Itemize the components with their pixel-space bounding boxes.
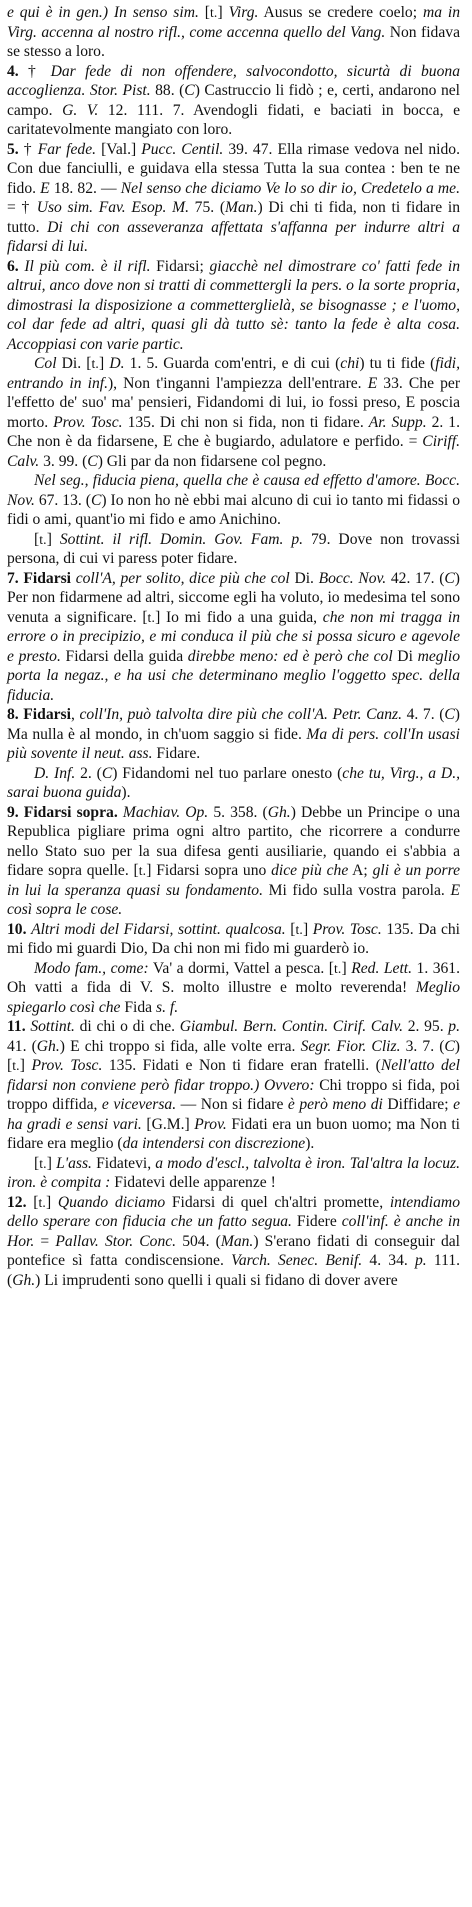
entry-paragraph bbox=[7, 803, 460, 920]
text-run: Diffidare; bbox=[382, 1096, 454, 1113]
text-run: 111. ( bbox=[7, 1252, 461, 1289]
text-run: Fidarsi della guida bbox=[60, 647, 188, 665]
italic-text: D. bbox=[109, 355, 125, 372]
small-caps-marker: t. bbox=[209, 5, 218, 20]
text-run: , bbox=[70, 706, 80, 723]
italic-text: Gh. bbox=[267, 803, 291, 821]
italic-text: Nel senso che diciamo Ve lo so dir io, Credetelo a me. bbox=[120, 179, 461, 197]
text-run: ) Per non fidarmene ad altri, siccome egli ha voluto, io medesima tel sono venuta a significare. [ bbox=[7, 569, 460, 626]
italic-text: è però meno di bbox=[287, 1096, 383, 1113]
text-run: Mi fido sulla vostra parola. bbox=[262, 881, 451, 899]
small-caps-marker: t. bbox=[138, 863, 147, 878]
text-run: A; bbox=[348, 862, 373, 879]
text-run: 5. 358. ( bbox=[208, 803, 268, 821]
italic-text: ma in Virg. accenna al nostro rifl., come accenna quello del Vang. bbox=[7, 4, 461, 41]
text-run: 88. ( bbox=[150, 82, 185, 99]
italic-text: Il più com. è il rifl. bbox=[24, 257, 151, 275]
entry-paragraph bbox=[7, 257, 460, 355]
italic-text: Segr. Fior. Cliz. bbox=[300, 1037, 401, 1055]
text-run: ] bbox=[46, 1154, 57, 1172]
italic-text: dice più che bbox=[271, 862, 349, 879]
italic-text: Ciriff. Calv. bbox=[7, 433, 460, 470]
text-run: 135. Di chi non si fida, non ti fidare. bbox=[122, 413, 369, 431]
italic-text: e viceversa. bbox=[101, 1096, 177, 1113]
text-run: = bbox=[34, 1232, 56, 1250]
bold-text: 12. bbox=[7, 1193, 27, 1211]
small-caps-marker: t. bbox=[39, 531, 47, 547]
text-run: ] Fidarsi sopra uno bbox=[146, 862, 272, 879]
bold-text: 4. bbox=[7, 62, 19, 80]
text-run: ] bbox=[46, 530, 60, 548]
entry-paragraph bbox=[7, 705, 460, 764]
italic-text: e qui è in gen.) bbox=[7, 4, 109, 21]
italic-text: coll'inf. è anche in Hor. bbox=[7, 1213, 460, 1250]
italic-text: C bbox=[87, 452, 98, 470]
text-run: ) Io non ho nè ebbi mai alcuno di cui io tanto mi fidassi o fidi o ami, quant'io mi fido e amo Anichino. bbox=[7, 491, 460, 528]
italic-text: p. bbox=[414, 1252, 427, 1269]
text-run: ) Fidandomi nel tuo parlare onesto ( bbox=[112, 764, 343, 782]
italic-text: Di chi con asseveranza affettata s'affanna per indurre altri a fidarsi di lui. bbox=[7, 218, 460, 255]
italic-text: Ma di pers. coll'In usasi più sovente il neut. ass. bbox=[7, 725, 460, 762]
text-run: ), Non t'inganni l'ampiezza dell'entrare. bbox=[107, 374, 368, 392]
text-run: ] bbox=[217, 4, 229, 21]
italic-text: Nel seg., fiducia piena, quella che è causa ed effetto d'amore. Bocc. Nov. bbox=[7, 472, 460, 509]
italic-text: G. V. bbox=[62, 101, 99, 119]
text-run: 75. ( bbox=[189, 199, 226, 216]
text-run: [ bbox=[34, 1154, 40, 1172]
text-run: ) Gli par da non fidarsene col pegno. bbox=[97, 452, 327, 470]
text-run: [ bbox=[26, 1193, 39, 1211]
italic-text: a modo d'escl., talvolta è iron. Tal'altra la locuz. iron. è compita : bbox=[7, 1154, 460, 1191]
text-run: 2. 95. bbox=[403, 1018, 449, 1035]
italic-text: C bbox=[444, 569, 455, 587]
text-run: 135. Fidati e Non ti fidare eran fratelli. ( bbox=[102, 1057, 381, 1074]
italic-text: Col bbox=[34, 355, 57, 372]
italic-text: Machiav. Op. bbox=[122, 803, 209, 821]
text-run: Chi troppo si fida, poi troppo diffida, bbox=[7, 1076, 460, 1113]
italic-text: direbbe meno: ed è però che col bbox=[187, 647, 393, 665]
italic-text: da intendersi con discrezione bbox=[122, 1135, 306, 1152]
italic-text: p. bbox=[448, 1018, 460, 1035]
text-run: † bbox=[18, 140, 38, 158]
bold-text: 10. bbox=[7, 920, 27, 938]
small-caps-marker: t. bbox=[91, 356, 100, 371]
text-run: 4. 34. bbox=[362, 1252, 415, 1269]
text-run: 3. 7. ( bbox=[400, 1037, 445, 1055]
text-run: ). bbox=[121, 784, 131, 801]
text-run: [Val.] bbox=[96, 140, 142, 158]
text-run: † bbox=[18, 62, 51, 80]
italic-text: Uso sim. Fav. Esop. M. bbox=[36, 199, 189, 216]
italic-text: Pucc. Centil. bbox=[141, 140, 224, 158]
text-run: 1. 361. Oh vatti a fida di V. S. molto illustre e molto reverenda! bbox=[7, 959, 461, 996]
text-run: Fidatevi, bbox=[91, 1154, 156, 1172]
entry-paragraph bbox=[7, 764, 460, 803]
entry-paragraph bbox=[7, 140, 460, 257]
italic-text: Far fede. bbox=[37, 140, 97, 158]
italic-text: Prov. Tosc. bbox=[312, 920, 382, 938]
text-run: [G.M.] bbox=[141, 1115, 195, 1133]
italic-text: gli è un porre in lui la speranza quasi su fondamento. bbox=[7, 862, 460, 899]
text-run: ) Li imprudenti sono quelli i quali si fidano di dover avere bbox=[35, 1271, 398, 1289]
text-run: ] bbox=[341, 959, 352, 977]
text-run: Va' a dormi, Vattel a pesca. [ bbox=[148, 959, 334, 977]
italic-text: Prov. Tosc. bbox=[53, 413, 123, 431]
italic-text: C bbox=[184, 82, 195, 99]
italic-text: C bbox=[101, 764, 113, 782]
bold-text: 6. bbox=[7, 257, 19, 275]
italic-text: C bbox=[444, 1037, 455, 1055]
italic-text: Giambul. Bern. Contin. Cirif. Calv. bbox=[179, 1018, 404, 1035]
text-run: [ bbox=[285, 920, 296, 938]
italic-text: Modo fam., come: bbox=[34, 959, 149, 977]
italic-text: Red. Lett. bbox=[351, 959, 413, 977]
italic-text: Sottint. il rifl. Domin. Gov. Fam. p. bbox=[59, 530, 304, 548]
entry-paragraph bbox=[7, 3, 460, 62]
italic-text: che non mi tragga in errore o in precipizio, e mi conduca il più che si possa sicuro e agevole e presto. bbox=[7, 608, 460, 665]
italic-text: intendiamo dello sperare con fiducia che un fatto segua. bbox=[7, 1193, 460, 1230]
entry-paragraph bbox=[7, 959, 460, 1018]
text-run: Di bbox=[392, 647, 418, 665]
text-run: 4. 7. ( bbox=[402, 706, 445, 723]
text-run: 1. 5. Guarda com'entri, e di cui ( bbox=[124, 355, 341, 372]
text-run: ) Di chi ti fida, non ti fidare in tutto. bbox=[7, 199, 460, 236]
bold-text: 8. Fidarsi bbox=[7, 706, 71, 723]
italic-text: Bocc. Nov. bbox=[318, 569, 387, 587]
italic-text: Gh. bbox=[36, 1037, 60, 1055]
text-run: Ausus se credere coelo; bbox=[258, 4, 423, 21]
italic-text: chi bbox=[340, 355, 360, 372]
text-run: Fidarsi di quel ch'altri promette, bbox=[165, 1193, 390, 1211]
text-run: 12. 111. 7. Avendogli fidati, e baciati in bocca, e caritatevolmente mangiato con loro. bbox=[7, 101, 460, 138]
text-run: Non fidava se stesso a loro. bbox=[7, 23, 460, 60]
entry-paragraph bbox=[7, 1017, 460, 1154]
italic-text: E bbox=[367, 374, 378, 392]
entry-paragraph bbox=[7, 569, 460, 706]
italic-text: Ar. Supp. bbox=[368, 413, 427, 431]
text-run: Fidere bbox=[291, 1213, 342, 1230]
italic-text: Meglio spiegarlo così che bbox=[7, 979, 460, 1016]
italic-text: e ha gradi e sensi vari. bbox=[7, 1096, 460, 1133]
text-run: 79. Dove non trovassi persona, di cui vi paress poter fidare. bbox=[7, 530, 460, 567]
italic-text: Dar fede di non offendere, salvocondotto, sicurtà di buona accoglienza. Stor. Pist. bbox=[7, 62, 460, 99]
text-run: ] bbox=[45, 1193, 58, 1211]
entry-paragraph bbox=[7, 530, 460, 569]
italic-text: Varch. Senec. Benif. bbox=[231, 1252, 363, 1269]
italic-text: Quando diciamo bbox=[57, 1193, 166, 1211]
text-run: ] bbox=[99, 355, 110, 372]
text-run: ) tu ti fide ( bbox=[359, 355, 436, 372]
italic-text: coll'In, può talvolta dire più che coll'A. Petr. Canz. bbox=[79, 706, 403, 723]
text-run: [ bbox=[34, 530, 40, 548]
italic-text: Altri modi del Fidarsi, sottint. qualcosa. bbox=[31, 920, 286, 938]
text-run: ) Ma nulla è al mondo, in ch'uom saggio si fide. bbox=[7, 706, 460, 743]
text-run: 2. 1. Che non è da fidarsene, E che è bugiardo, adulatore e perfido. = bbox=[7, 413, 461, 450]
text-run: ) S'erano fidati di conseguir dal pontefice sì fatta condiscensione. bbox=[7, 1232, 461, 1269]
text-run: 41. ( bbox=[7, 1037, 37, 1055]
entry-paragraph bbox=[7, 920, 460, 959]
italic-text: fidi, entrando in inf. bbox=[7, 355, 460, 392]
italic-text: Nell'atto del fidarsi non conviene però fidar troppo.) Ovvero: bbox=[7, 1057, 460, 1094]
text-run: — Non si fidare bbox=[176, 1096, 288, 1113]
small-caps-marker: t. bbox=[38, 1194, 46, 1210]
small-caps-marker: t. bbox=[333, 960, 342, 976]
italic-text: D. Inf. bbox=[34, 764, 76, 782]
italic-text: C bbox=[90, 491, 102, 509]
text-run: 33. Che per l'effetto de' suo' ma' pensieri, Fidandomi di lui, io fossi preso, E poscia morto. bbox=[7, 374, 461, 431]
italic-text: s. f. bbox=[156, 998, 179, 1016]
entry-paragraph bbox=[7, 1193, 460, 1291]
italic-text: coll'A, per solito, dice più che col bbox=[75, 569, 290, 587]
italic-text: Virg. bbox=[228, 4, 259, 21]
italic-text: E così sopra le cose. bbox=[7, 881, 460, 918]
bold-text: 9. Fidarsi sopra. bbox=[7, 803, 118, 821]
text-run: ). bbox=[305, 1135, 315, 1152]
text-run: 18. 82. — bbox=[49, 179, 121, 197]
text-run: = † bbox=[7, 199, 37, 216]
entry-paragraph bbox=[7, 354, 460, 471]
text-run: ] Io mi fido a una guida, bbox=[155, 608, 323, 626]
italic-text: Man. bbox=[225, 199, 258, 216]
text-run: ) E chi troppo si fida, alle volte erra. bbox=[59, 1037, 301, 1055]
small-caps-marker: t. bbox=[39, 1155, 47, 1171]
entry-paragraph bbox=[7, 62, 460, 140]
text-run: [ bbox=[198, 4, 210, 21]
italic-text: L'ass. bbox=[56, 1154, 92, 1172]
italic-text: Prov. bbox=[194, 1115, 227, 1133]
italic-text: Pallav. Stor. Conc. bbox=[55, 1232, 177, 1250]
small-caps-marker: t. bbox=[147, 609, 156, 625]
text-run: ] bbox=[19, 1057, 32, 1074]
text-run: Fidare. bbox=[152, 745, 201, 762]
italic-text: E bbox=[40, 179, 50, 197]
text-run: Fidarsi; bbox=[150, 257, 210, 275]
text-run: ) Castruccio li fidò ; e, certi, andarono nel campo. bbox=[7, 82, 460, 119]
small-caps-marker: t. bbox=[295, 921, 303, 937]
text-run: Di. bbox=[289, 569, 319, 587]
text-run: di chi o di che. bbox=[74, 1018, 180, 1035]
italic-text: Sottint. bbox=[30, 1018, 75, 1035]
text-run: ] bbox=[303, 920, 313, 938]
bold-text: 5. bbox=[7, 140, 19, 158]
bold-text: 11. bbox=[7, 1018, 26, 1035]
italic-text: Man. bbox=[220, 1232, 254, 1250]
entry-paragraph bbox=[7, 471, 460, 530]
text-run: 2. ( bbox=[75, 764, 102, 782]
text-run: ) [ bbox=[7, 1037, 460, 1074]
bold-text: 7. Fidarsi bbox=[7, 569, 72, 587]
text-run: Fidati era un buon uomo; ma Non ti fidare era meglio ( bbox=[7, 1115, 460, 1152]
text-run: Di. [ bbox=[56, 355, 92, 372]
text-run: 3. 99. ( bbox=[39, 452, 88, 470]
text-run: 504. ( bbox=[176, 1232, 221, 1250]
text-run: Fida bbox=[120, 998, 156, 1016]
small-caps-marker: t. bbox=[12, 1058, 20, 1073]
italic-text: meglio porta la negaz., e ha usi che determinano meglio l'oggetto spec. della fiducia. bbox=[7, 647, 461, 704]
text-run: 135. Da chi mi fido mi guardi Dio, Da chi non mi fido mi guarderò io. bbox=[7, 920, 461, 957]
text-run: ) Debbe un Principe o una Republica pigliare prima ogni altro partito, che ricorrere a condurre nello Stato suo per la sua difesa genti ausiliarie, quando ei s'abbia a fidare sopra quelle. [ bbox=[7, 803, 460, 879]
italic-text: che tu, Virg., a D., sarai buona guida bbox=[7, 764, 460, 801]
italic-text: Prov. Tosc. bbox=[31, 1057, 103, 1074]
italic-text: In senso sim. bbox=[113, 4, 199, 21]
entry-paragraph bbox=[7, 1154, 460, 1193]
italic-text: Gh. bbox=[12, 1271, 36, 1289]
text-run: 42. 17. ( bbox=[386, 569, 445, 587]
text-run: 67. 13. ( bbox=[34, 491, 91, 509]
text-run: 39. 47. Ella rimase vedova nel nido. Con due fanciulli, e guidava ella stessa Tutta la sua contea : ben te ne fido. bbox=[7, 140, 460, 197]
text-run: Fidatevi delle apparenze ! bbox=[110, 1174, 276, 1191]
italic-text: C bbox=[444, 706, 455, 723]
italic-text: giacchè nel dimostrare co' fatti fede in altrui, anco dove non si tratti di commettergli la pers. o la sorte propria, dimostrasi la disposizione a commetterglielà, se bisognasse ; e l'uomo, col dar fede ad altri, quasi gli dà tutto sè: tanto la fede è alta cosa. Accoppiasi con varie partic. bbox=[7, 257, 461, 353]
